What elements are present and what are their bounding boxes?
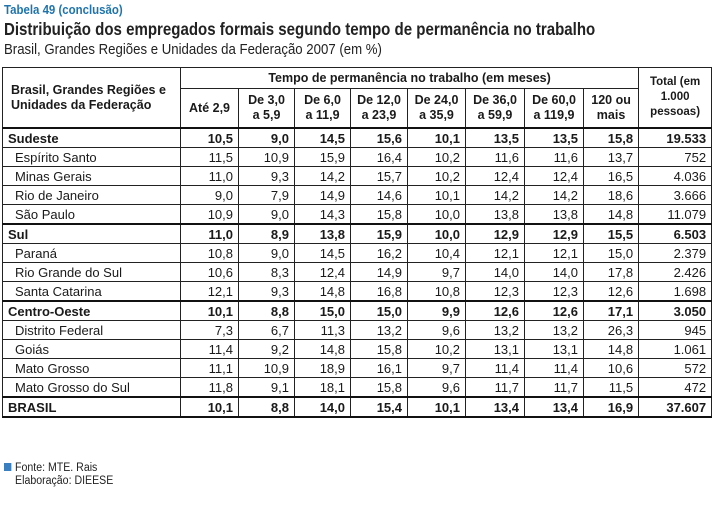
value-cell: 14,5 <box>295 244 351 263</box>
row-label: Sul <box>3 224 181 244</box>
value-cell: 9,0 <box>239 205 295 225</box>
table-title: Distribuição dos empregados formais segundo tempo de permanência no trabalho <box>4 19 596 39</box>
table-row <box>3 167 712 186</box>
value-cell: 12,3 <box>525 282 584 302</box>
row-label: Sudeste <box>3 128 181 148</box>
row-label: BRASIL <box>3 397 181 417</box>
value-cell: 11,4 <box>181 340 239 359</box>
source-marker-icon <box>4 463 11 471</box>
value-cell: 10,1 <box>408 397 466 417</box>
total-cell: 3.050 <box>639 301 712 321</box>
value-cell: 10,0 <box>408 224 466 244</box>
value-cell: 16,1 <box>351 359 408 378</box>
table-number-line <box>4 2 627 18</box>
total-cell: 572 <box>639 359 712 378</box>
table-row <box>3 205 712 225</box>
value-cell: 12,3 <box>466 282 525 302</box>
value-cell: 11,8 <box>181 378 239 398</box>
value-cell: 14,0 <box>525 263 584 282</box>
value-cell: 18,9 <box>295 359 351 378</box>
table-row <box>3 263 712 282</box>
value-cell: 9,9 <box>408 301 466 321</box>
value-cell: 11,4 <box>525 359 584 378</box>
value-cell: 10,1 <box>181 301 239 321</box>
value-cell: 10,1 <box>181 397 239 417</box>
value-cell: 15,0 <box>584 244 639 263</box>
table-row <box>3 282 712 302</box>
value-cell: 9,1 <box>239 378 295 398</box>
value-cell: 13,5 <box>466 128 525 148</box>
value-cell: 9,0 <box>181 186 239 205</box>
value-cell: 13,1 <box>466 340 525 359</box>
value-cell: 10,9 <box>181 205 239 225</box>
total-cell: 19.533 <box>639 128 712 148</box>
value-cell: 9,7 <box>408 263 466 282</box>
value-cell: 11,0 <box>181 224 239 244</box>
row-label: Goiás <box>3 340 181 359</box>
value-cell: 14,6 <box>351 186 408 205</box>
value-cell: 11,6 <box>466 148 525 167</box>
value-cell: 7,9 <box>239 186 295 205</box>
value-cell: 16,5 <box>584 167 639 186</box>
value-cell: 11,5 <box>584 378 639 398</box>
value-cell: 14,9 <box>351 263 408 282</box>
row-label: Paraná <box>3 244 181 263</box>
value-cell: 16,8 <box>351 282 408 302</box>
table-row <box>3 128 712 148</box>
value-cell: 15,8 <box>351 340 408 359</box>
column-header: De 36,0 a 59,9 <box>466 89 525 129</box>
value-cell: 15,4 <box>351 397 408 417</box>
value-cell: 17,1 <box>584 301 639 321</box>
total-cell: 6.503 <box>639 224 712 244</box>
table-row <box>3 321 712 340</box>
row-label: Minas Gerais <box>3 167 181 186</box>
value-cell: 15,6 <box>351 128 408 148</box>
value-cell: 11,6 <box>525 148 584 167</box>
row-label: São Paulo <box>3 205 181 225</box>
table-row <box>3 340 712 359</box>
value-cell: 10,9 <box>239 148 295 167</box>
value-cell: 15,8 <box>351 378 408 398</box>
value-cell: 26,3 <box>584 321 639 340</box>
total-cell: 2.379 <box>639 244 712 263</box>
value-cell: 18,1 <box>295 378 351 398</box>
total-cell: 1.698 <box>639 282 712 302</box>
value-cell: 11,5 <box>181 148 239 167</box>
table-row <box>3 359 712 378</box>
total-cell: 472 <box>639 378 712 398</box>
value-cell: 12,6 <box>466 301 525 321</box>
total-cell: 1.061 <box>639 340 712 359</box>
value-cell: 9,0 <box>239 244 295 263</box>
value-cell: 10,2 <box>408 167 466 186</box>
total-cell: 3.666 <box>639 186 712 205</box>
table-row <box>3 301 712 321</box>
value-cell: 13,8 <box>525 205 584 225</box>
value-cell: 13,7 <box>584 148 639 167</box>
value-cell: 14,8 <box>295 340 351 359</box>
value-cell: 14,8 <box>295 282 351 302</box>
value-cell: 17,8 <box>584 263 639 282</box>
value-cell: 8,8 <box>239 397 295 417</box>
value-cell: 14,2 <box>525 186 584 205</box>
value-cell: 10,1 <box>408 186 466 205</box>
value-cell: 15,8 <box>584 128 639 148</box>
value-cell: 14,3 <box>295 205 351 225</box>
table-row <box>3 244 712 263</box>
value-cell: 8,8 <box>239 301 295 321</box>
value-cell: 12,1 <box>466 244 525 263</box>
value-cell: 10,8 <box>181 244 239 263</box>
value-cell: 9,7 <box>408 359 466 378</box>
value-cell: 13,4 <box>525 397 584 417</box>
value-cell: 12,9 <box>466 224 525 244</box>
table-row <box>3 186 712 205</box>
value-cell: 12,4 <box>466 167 525 186</box>
group-header: Tempo de permanência no trabalho (em meses) <box>181 68 639 89</box>
row-label: Mato Grosso do Sul <box>3 378 181 398</box>
row-label: Distrito Federal <box>3 321 181 340</box>
value-cell: 10,6 <box>584 359 639 378</box>
table-row <box>3 378 712 398</box>
total-cell: 37.607 <box>639 397 712 417</box>
data-table <box>2 67 712 418</box>
row-label: Espírito Santo <box>3 148 181 167</box>
total-cell: 4.036 <box>639 167 712 186</box>
row-label: Mato Grosso <box>3 359 181 378</box>
row-label: Rio de Janeiro <box>3 186 181 205</box>
value-cell: 12,6 <box>584 282 639 302</box>
value-cell: 14,2 <box>295 167 351 186</box>
value-cell: 16,9 <box>584 397 639 417</box>
value-cell: 11,0 <box>181 167 239 186</box>
value-cell: 12,1 <box>525 244 584 263</box>
value-cell: 13,5 <box>525 128 584 148</box>
value-cell: 8,9 <box>239 224 295 244</box>
value-cell: 10,1 <box>408 128 466 148</box>
value-cell: 11,1 <box>181 359 239 378</box>
column-header: Até 2,9 <box>181 89 239 129</box>
value-cell: 13,2 <box>351 321 408 340</box>
column-header: 120 ou mais <box>584 89 639 129</box>
column-header: De 3,0 a 5,9 <box>239 89 295 129</box>
table-row <box>3 148 712 167</box>
row-label: Santa Catarina <box>3 282 181 302</box>
source-note: Fonte: MTE. Rais <box>15 462 98 474</box>
value-cell: 14,2 <box>466 186 525 205</box>
table-row <box>3 397 712 417</box>
value-cell: 12,1 <box>181 282 239 302</box>
value-cell: 10,9 <box>239 359 295 378</box>
table-subtitle: Brasil, Grandes Regiões e Unidades da Federação 2007 (em %) <box>4 41 382 58</box>
value-cell: 13,4 <box>466 397 525 417</box>
value-cell: 12,6 <box>525 301 584 321</box>
value-cell: 15,8 <box>351 205 408 225</box>
continuation-label: (conclusão) <box>58 2 123 17</box>
value-cell: 9,6 <box>408 321 466 340</box>
value-cell: 15,0 <box>295 301 351 321</box>
table-number: Tabela 49 <box>4 2 56 17</box>
value-cell: 13,2 <box>525 321 584 340</box>
value-cell: 9,3 <box>239 282 295 302</box>
value-cell: 11,4 <box>466 359 525 378</box>
table-row <box>3 224 712 244</box>
total-header: Total (em 1.000 pessoas) <box>639 68 712 129</box>
row-label: Centro-Oeste <box>3 301 181 321</box>
value-cell: 15,5 <box>584 224 639 244</box>
value-cell: 15,0 <box>351 301 408 321</box>
value-cell: 14,5 <box>295 128 351 148</box>
value-cell: 15,9 <box>295 148 351 167</box>
total-cell: 945 <box>639 321 712 340</box>
value-cell: 9,0 <box>239 128 295 148</box>
value-cell: 10,0 <box>408 205 466 225</box>
column-header: De 24,0 a 35,9 <box>408 89 466 129</box>
value-cell: 16,2 <box>351 244 408 263</box>
value-cell: 14,0 <box>295 397 351 417</box>
value-cell: 10,2 <box>408 340 466 359</box>
value-cell: 15,7 <box>351 167 408 186</box>
value-cell: 10,4 <box>408 244 466 263</box>
row-label: Rio Grande do Sul <box>3 263 181 282</box>
column-header: De 12,0 a 23,9 <box>351 89 408 129</box>
total-cell: 2.426 <box>639 263 712 282</box>
value-cell: 6,7 <box>239 321 295 340</box>
value-cell: 14,9 <box>295 186 351 205</box>
value-cell: 14,8 <box>584 205 639 225</box>
column-header: De 60,0 a 119,9 <box>525 89 584 129</box>
value-cell: 12,4 <box>525 167 584 186</box>
value-cell: 11,3 <box>295 321 351 340</box>
value-cell: 9,2 <box>239 340 295 359</box>
total-cell: 752 <box>639 148 712 167</box>
row-header: Brasil, Grandes Regiões e Unidades da Federação <box>3 68 181 129</box>
value-cell: 13,8 <box>295 224 351 244</box>
value-cell: 10,8 <box>408 282 466 302</box>
value-cell: 11,7 <box>466 378 525 398</box>
total-cell: 11.079 <box>639 205 712 225</box>
column-header: De 6,0 a 11,9 <box>295 89 351 129</box>
value-cell: 9,3 <box>239 167 295 186</box>
value-cell: 13,8 <box>466 205 525 225</box>
value-cell: 14,0 <box>466 263 525 282</box>
value-cell: 8,3 <box>239 263 295 282</box>
value-cell: 10,2 <box>408 148 466 167</box>
value-cell: 7,3 <box>181 321 239 340</box>
value-cell: 10,6 <box>181 263 239 282</box>
value-cell: 15,9 <box>351 224 408 244</box>
value-cell: 14,8 <box>584 340 639 359</box>
value-cell: 13,1 <box>525 340 584 359</box>
value-cell: 9,6 <box>408 378 466 398</box>
table-header <box>4 2 712 59</box>
value-cell: 16,4 <box>351 148 408 167</box>
footer <box>4 462 113 488</box>
value-cell: 18,6 <box>584 186 639 205</box>
value-cell: 12,4 <box>295 263 351 282</box>
value-cell: 11,7 <box>525 378 584 398</box>
value-cell: 10,5 <box>181 128 239 148</box>
elaboration-note: Elaboração: DIEESE <box>15 475 114 487</box>
value-cell: 13,2 <box>466 321 525 340</box>
value-cell: 12,9 <box>525 224 584 244</box>
